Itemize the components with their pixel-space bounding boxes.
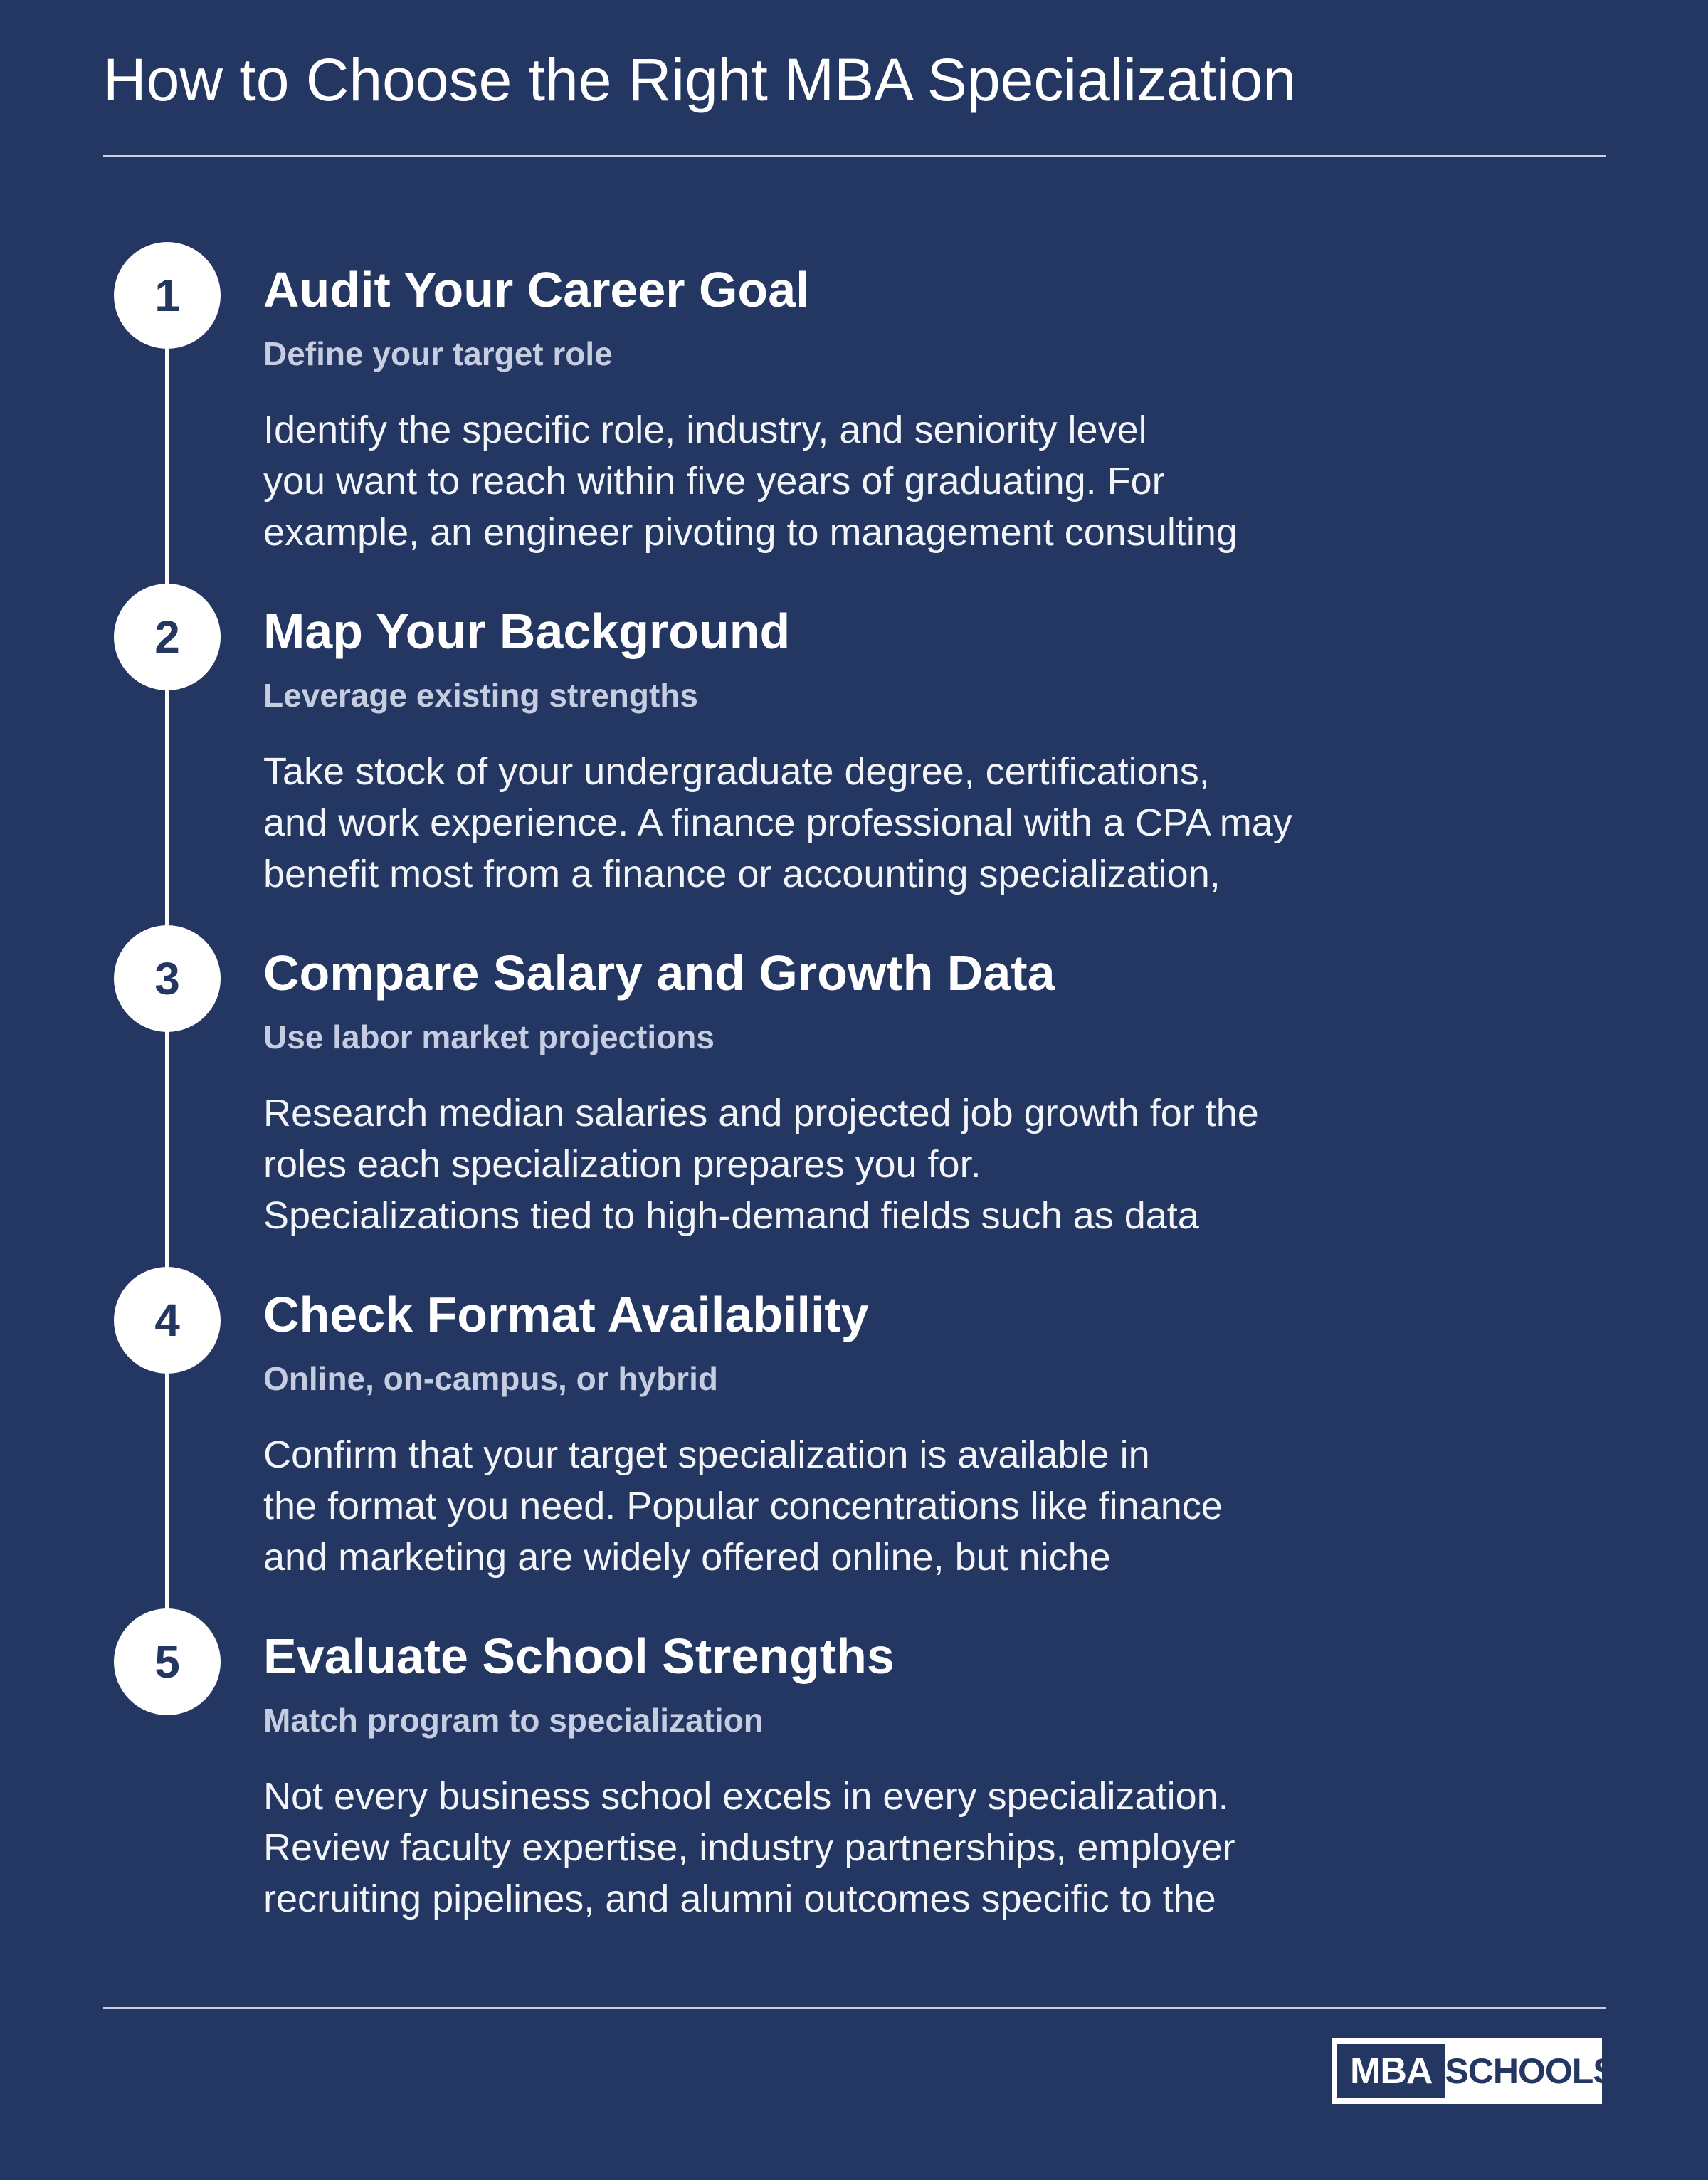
bottom-divider: [103, 2007, 1606, 2009]
step-title: Compare Salary and Growth Data: [263, 945, 1055, 1001]
step-subtitle: Define your target role: [263, 335, 613, 372]
step-4: [0, 1267, 1708, 1608]
step-number: 3: [154, 953, 180, 1004]
step-subtitle: Online, on-campus, or hybrid: [263, 1360, 718, 1397]
step-number-badge: [114, 242, 221, 349]
step-5: [0, 1608, 1708, 1950]
step-number: 1: [154, 270, 180, 321]
top-divider: [103, 155, 1606, 157]
step-number: 4: [154, 1295, 180, 1346]
step-title: Check Format Availability: [263, 1287, 869, 1342]
step-number: 2: [154, 611, 180, 663]
step-body: Take stock of your undergraduate degree, certifications, and work experience. A finance professional with a CPA may benefit most from a finance or accounting specialization,: [263, 750, 1292, 895]
step-subtitle: Leverage existing strengths: [263, 677, 698, 714]
step-title: Audit Your Career Goal: [263, 262, 810, 317]
step-number-badge: [114, 925, 221, 1032]
step-body: Confirm that your target specialization is available in the format you need. Popular concentrations like finance and marketing are widely offered online, but niche: [263, 1433, 1223, 1579]
step-body: Research median salaries and projected job growth for the roles each specialization prepares you for. Specializations tied to high-demand fields such as data: [263, 1092, 1259, 1237]
step-number-badge: [114, 584, 221, 690]
step-number: 5: [154, 1636, 180, 1687]
step-1: [0, 242, 1708, 584]
step-title: Map Your Background: [263, 604, 791, 659]
step-number-badge: [114, 1608, 221, 1715]
step-subtitle: Use labor market projections: [263, 1018, 715, 1055]
page-title: How to Choose the Right MBA Specialization: [103, 46, 1297, 113]
step-number-badge: [114, 1267, 221, 1374]
step-body: Identify the specific role, industry, and seniority level you want to reach within five years of graduating. For example, an engineer pivoting to management consulting: [263, 409, 1238, 554]
mba-schools-logo: [1332, 2038, 1616, 2104]
step-subtitle: Match program to specialization: [263, 1702, 764, 1739]
step-title: Evaluate School Strengths: [263, 1628, 895, 1684]
step-2: [0, 584, 1708, 925]
logo-mba-text: MBA: [1337, 2044, 1445, 2098]
logo-schools-text: SCHOOLS: [1445, 2051, 1616, 2091]
step-3: [0, 925, 1708, 1267]
step-body: Not every business school excels in every specialization. Review faculty expertise, industry partnerships, employer recruiting pipelines, and alumni outcomes specific to the: [263, 1775, 1235, 1920]
